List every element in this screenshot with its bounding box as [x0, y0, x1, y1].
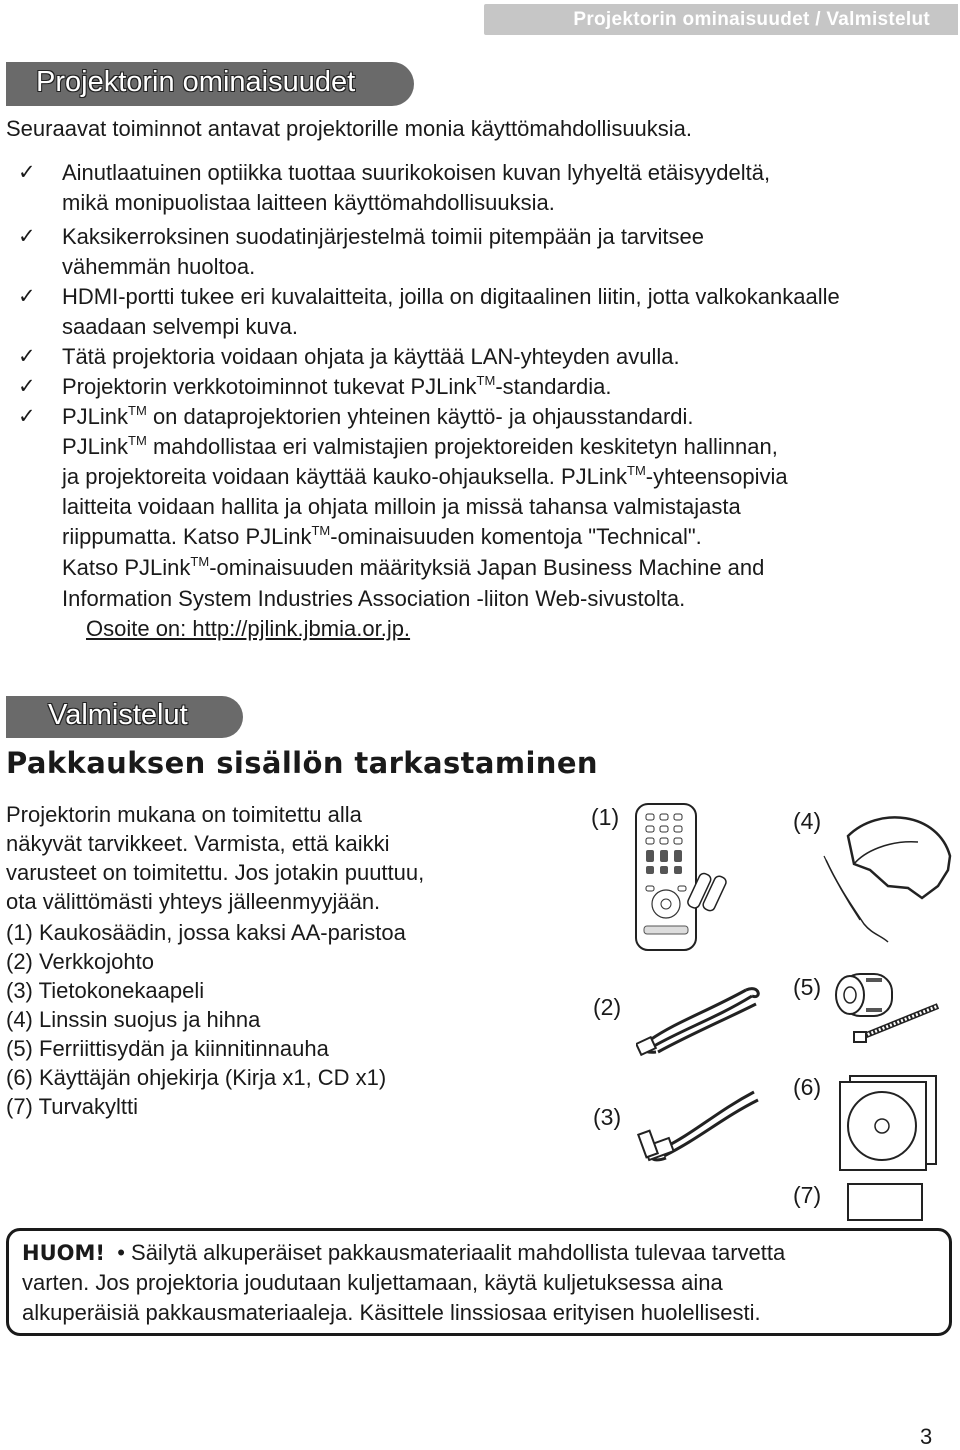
power-cord-illustration — [636, 982, 766, 1062]
check-icon: ✓ — [18, 405, 36, 428]
feature-item-5 — [62, 372, 612, 402]
pjlink-name: PJLink — [245, 524, 312, 549]
accessory-item-2: (2) Verkkojohto — [6, 949, 154, 974]
check-icon: ✓ — [18, 225, 36, 248]
pjlink-url-line[interactable] — [86, 614, 410, 644]
ferrite-core-illustration — [824, 964, 944, 1052]
page-number: 3 — [920, 1424, 933, 1449]
pjlink-paragraph-line-1 — [62, 432, 778, 462]
tm-mark: TM — [476, 373, 496, 388]
pjlink-name: PJLink — [410, 374, 477, 399]
package-contents-heading: Pakkauksen sisällön tarkastaminen — [6, 746, 598, 780]
feature-item-6 — [62, 402, 694, 432]
pjlink-text: mahdollistaa eri valmistajien projektoreiden keskitetyn hallinnan, — [146, 434, 778, 459]
pjlink-paragraph-line-3: laitteita voidaan hallita ja ohjata milloin ja missä tahansa valmistajasta — [62, 494, 741, 519]
pjlink-paragraph-line-5 — [62, 553, 764, 583]
tm-mark: TM — [311, 523, 331, 538]
preparation-heading: Valmistelut — [48, 699, 188, 731]
figure-label-1: (1) — [591, 804, 620, 830]
pjlink-name: PJLink — [62, 434, 129, 459]
accessory-item-4: (4) Linssin suojus ja hihna — [6, 1007, 261, 1032]
safety-label-illustration — [846, 1182, 924, 1222]
feature-item-2-line-2: vähemmän huoltoa. — [62, 254, 256, 279]
pjlink-text: -yhteensopivia — [645, 464, 788, 489]
check-icon: ✓ — [18, 161, 36, 184]
feature-item-3-line-1: HDMI-portti tukee eri kuvalaitteita, joilla on digitaalinen liitin, jotta valkokankaalle — [62, 284, 840, 309]
features-heading-pill — [6, 62, 414, 106]
pjlink-paragraph-line-2 — [62, 462, 788, 492]
check-icon: ✓ — [18, 345, 36, 368]
pjlink-text: Katso — [62, 555, 125, 580]
figure-label-7: (7) — [793, 1182, 822, 1208]
feature-item-2-line-1: Kaksikerroksinen suodatinjärjestelmä toimii pitempään ja tarvitsee — [62, 224, 704, 249]
feature-item-5-text: Projektorin verkkotoiminnot tukevat — [62, 374, 411, 399]
feature-item-1-line-1: Ainutlaatuinen optiikka tuottaa suurikokoisen kuvan lyhyeltä etäisyydeltä, — [62, 160, 771, 185]
features-intro: Seuraavat toiminnot antavat projektorille monia käyttömahdollisuuksia. — [6, 116, 693, 141]
tm-mark: TM — [190, 554, 210, 569]
feature-item-5-text-end: -standardia. — [495, 374, 612, 399]
pjlink-text: -ominaisuuden komentoja "Technical". — [330, 524, 702, 549]
accessory-item-5: (5) Ferriittisydän ja kiinnitinnauha — [6, 1036, 329, 1061]
user-manual-illustration — [830, 1072, 940, 1172]
accessory-item-1: (1) Kaukosäädin, jossa kaksi AA-paristoa — [6, 920, 406, 945]
note-line-1 — [22, 1238, 785, 1268]
figure-label-5: (5) — [793, 974, 822, 1000]
pjlink-paragraph-line-6: Information System Industries Association -liiton Web-sivustolta. — [62, 586, 686, 611]
computer-cable-illustration — [636, 1082, 766, 1172]
pjlink-text: riippumatta. Katso — [62, 524, 246, 549]
pjlink-url-link[interactable]: Osoite on: http://pjlink.jbmia.or.jp. — [86, 616, 411, 641]
feature-item-4-line-1: Tätä projektoria voidaan ohjata ja käyttää LAN-yhteyden avulla. — [62, 344, 680, 369]
accessory-item-3: (3) Tietokonekaapeli — [6, 978, 205, 1003]
preparation-intro-line: varusteet on toimitettu. Jos jotakin puuttuu, — [6, 860, 425, 885]
section-header-title: Projektorin ominaisuudet / Valmistelut — [573, 9, 930, 30]
lens-cover-illustration — [818, 806, 958, 948]
check-icon: ✓ — [18, 285, 36, 308]
tm-mark: TM — [128, 433, 147, 448]
features-heading: Projektorin ominaisuudet — [36, 66, 356, 98]
note-tag: HUOM! — [22, 1241, 105, 1265]
feature-item-3-line-2: saadaan selvempi kuva. — [62, 314, 299, 339]
preparation-intro-line: ota välittömästi yhteys jälleenmyyjään. — [6, 889, 381, 914]
tm-mark: TM — [627, 463, 646, 478]
tm-mark: TM — [128, 403, 147, 418]
check-icon: ✓ — [18, 375, 36, 398]
pjlink-name: PJLink — [62, 404, 129, 429]
preparation-intro-line: Projektorin mukana on toimitettu alla — [6, 802, 362, 827]
accessory-item-7: (7) Turvakyltti — [6, 1094, 139, 1119]
figure-label-2: (2) — [593, 994, 622, 1020]
pjlink-paragraph-line-4 — [62, 522, 702, 552]
pjlink-name: PJLink — [124, 555, 191, 580]
preparation-intro-line: näkyvät tarvikkeet. Varmista, että kaikki — [6, 831, 390, 856]
feature-item-6-text: on dataprojektorien yhteinen käyttö- ja ohjausstandardi. — [146, 404, 694, 429]
pjlink-text: -ominaisuuden määrityksiä Japan Business Machine and — [209, 555, 765, 580]
accessory-item-6: (6) Käyttäjän ohjekirja (Kirja x1, CD x1) — [6, 1065, 387, 1090]
note-text: • Säilytä alkuperäiset pakkausmateriaalit mahdollista tulevaa tarvetta — [117, 1240, 786, 1265]
note-line-2: varten. Jos projektoria joudutaan kuljettamaan, käytä kuljetuksessa aina — [22, 1270, 723, 1295]
feature-item-1-line-2: mikä monipuolistaa laitteen käyttömahdollisuuksia. — [62, 190, 555, 215]
figure-label-6: (6) — [793, 1074, 822, 1100]
remote-control-illustration — [630, 800, 730, 955]
note-line-3: alkuperäisiä pakkausmateriaaleja. Käsittele linssiosaa erityisen huolellisesti. — [22, 1300, 761, 1325]
figure-label-4: (4) — [793, 808, 822, 834]
pjlink-text: ja projektoreita voidaan käyttää kauko-ohjauksella. — [62, 464, 561, 489]
figure-label-3: (3) — [593, 1104, 622, 1130]
pjlink-name: PJLink — [560, 464, 628, 489]
preparation-heading-pill — [6, 696, 243, 738]
